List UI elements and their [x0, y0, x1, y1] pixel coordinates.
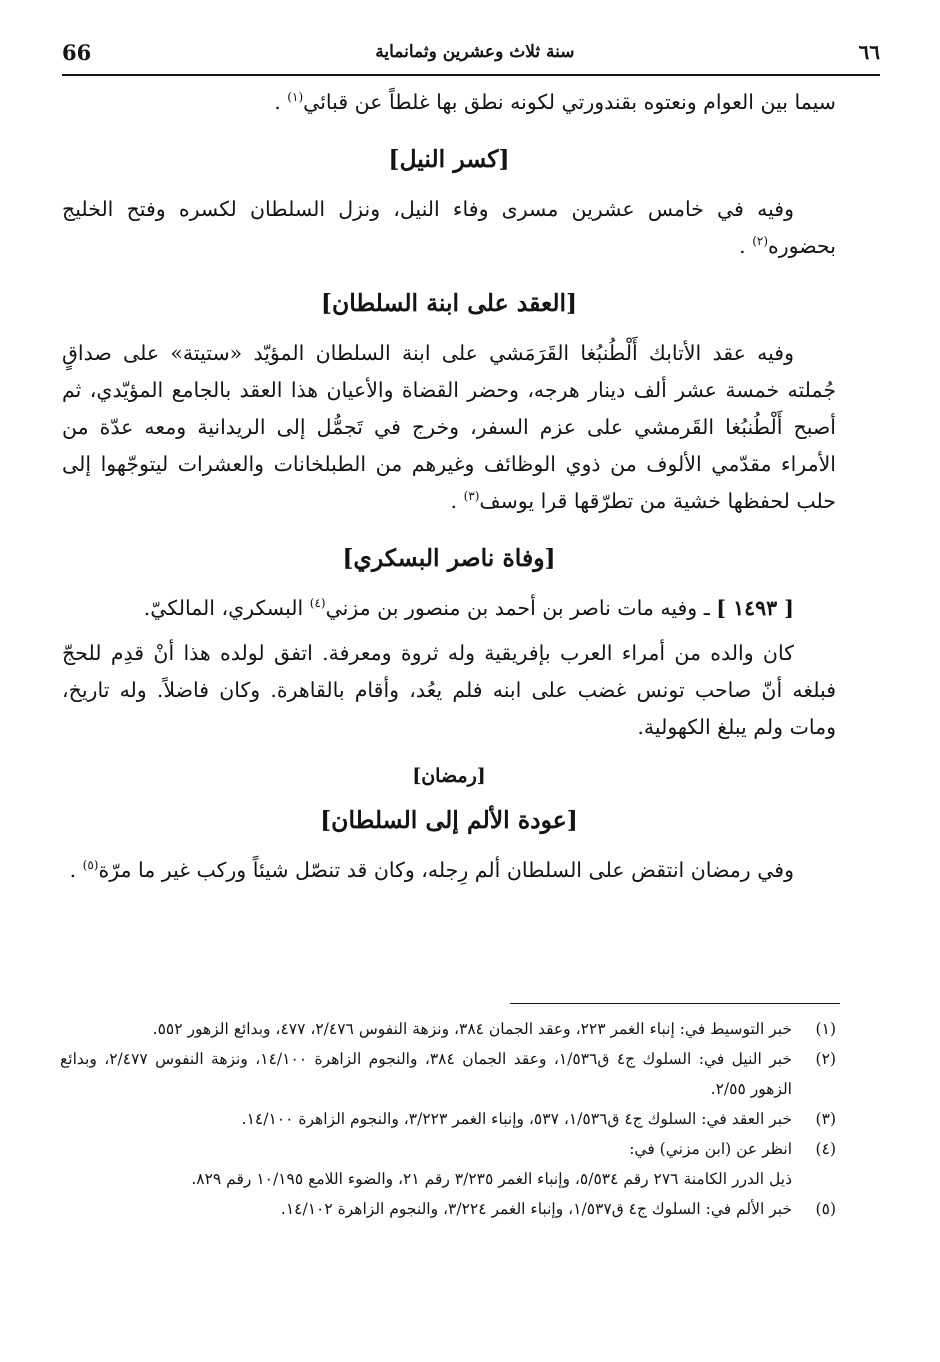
paragraph-death-entry: [ ١٤٩٣ ] ـ وفيه مات ناصر بن أحمد بن منصور بن مزني$^{(٤)}$ البسكري، المالكيّ. — [143, 596, 794, 620]
footnotes — [60, 1014, 836, 1224]
footnote-4: (٤) انظر عن (ابن مزني) في: ذيل الدرر الكامنة ٢٧٦ رقم ٥/٥٣٤، وإنباء الغمر ٣/٢٣٥ رقم ٢١، والضوء اللامع ١٠/١٩٥ رقم ٨٢٩. — [191, 1140, 836, 1188]
footnote-2: (٢) خبر النيل في: السلوك ج٤ ق١/٥٣٦، وعقد الجمان ٣٨٤، والنجوم الزاهرة ١٤/١٠٠، ونزهة النفوس ٢/٤٧٧، وبدائع الزهور ٢/٥٥. — [60, 1050, 836, 1098]
section-heading-marriage: [العقد على ابنة السلطان] — [320, 289, 578, 317]
footnote-1: (١) خبر التوسيط في: إنباء الغمر ٢٢٣، وعقد الجمان ٣٨٤، ونزهة النفوس ٢/٤٧٦، ٤٧٧، وبدائع الزهور ٥٥٢. — [152, 1020, 836, 1038]
paragraph-marriage: وفيه عقد الأتابك أَلْطُنبُغا القَرَمَشي على ابنة السلطان المؤيّد «ستيتة» على صداقٍ جُملته خمسة عشر ألف دينار هرجه، وحضر القضاة والأعيان هذا العقد بالجامع المؤيّدي، ثم أصبح أَلْطُنبُغا القَرمشي على عزم السفر، وخرج في تَجمُّل إلى الريدانية ومعه عدّة من الأمراء مقدّمي الألوف من ذوي الوظائف وغيرهم من الطبلخانات والعشرات ليتوجّهوا إلى حلب لحفظها خشية من تطرّقها قرا يوسف$^{(٣)}$ . — [62, 341, 836, 513]
page-number-arabic: ٦٦ — [858, 40, 880, 64]
footnote-ref[interactable]: (١) — [287, 90, 304, 105]
footnote-ref[interactable]: (٥) — [82, 858, 99, 873]
page-number-latin: 66 — [62, 39, 92, 65]
footnote-3: (٣) خبر العقد في: السلوك ج٤ ق١/٥٣٦، ٥٣٧، وإنباء الغمر ٣/٢٢٣، والنجوم الزاهرة ١٤/١٠٠. — [241, 1110, 836, 1128]
paragraph-biography: كان والده من أمراء العرب بإفريقية وله ثروة ومعرفة. اتفق لولده هذا أنْ قدِم للحجّ فبلغه أنّ صاحب تونس غضب على ابنه فلم يعُد، وأقام بالقاهرة. وكان فاضلاً. وله تاريخ، ومات ولم يبلغ الكهولية. — [62, 641, 836, 739]
paragraph-continuation: سيما بين العوام ونعتوه بقندورتي لكونه نطق بها غلطاً عن قبائي$^{(١)}$ . — [274, 90, 836, 114]
footnote-5: (٥) خبر الألم في: السلوك ج٤ ق١/٥٣٧، وإنباء الغمر ٣/٢٢٤، والنجوم الزاهرة ١٤/١٠٢. — [280, 1200, 836, 1218]
footnote-ref[interactable]: (٣) — [463, 489, 480, 504]
main-text — [62, 84, 836, 889]
paragraph-illness: وفي رمضان انتقض على السلطان ألم رِجله، وكان قد تنصّل شيئاً وركب غير ما مرّة$^{(٥)}$ . — [69, 858, 794, 882]
section-heading-illness: [عودة الألم إلى السلطان] — [320, 806, 578, 834]
page-header — [62, 30, 880, 76]
section-heading-nile: [كسر النيل] — [388, 145, 510, 173]
month-heading-ramadan: [رمضان] — [412, 765, 486, 787]
footnote-ref[interactable]: (٢) — [752, 234, 769, 249]
running-title: سنة ثلاث وعشرين وثمانماية — [375, 42, 575, 62]
section-heading-death: [وفاة ناصر البسكري] — [342, 544, 556, 572]
footnote-ref[interactable]: (٤) — [309, 596, 326, 611]
footnote-separator — [510, 1003, 840, 1004]
entry-number: [ ١٤٩٣ ] — [716, 596, 794, 620]
paragraph-nile: وفيه في خامس عشرين مسرى وفاء النيل، ونزل السلطان لكسره وفتح الخليج بحضوره$^{(٢)}$ . — [62, 197, 836, 258]
